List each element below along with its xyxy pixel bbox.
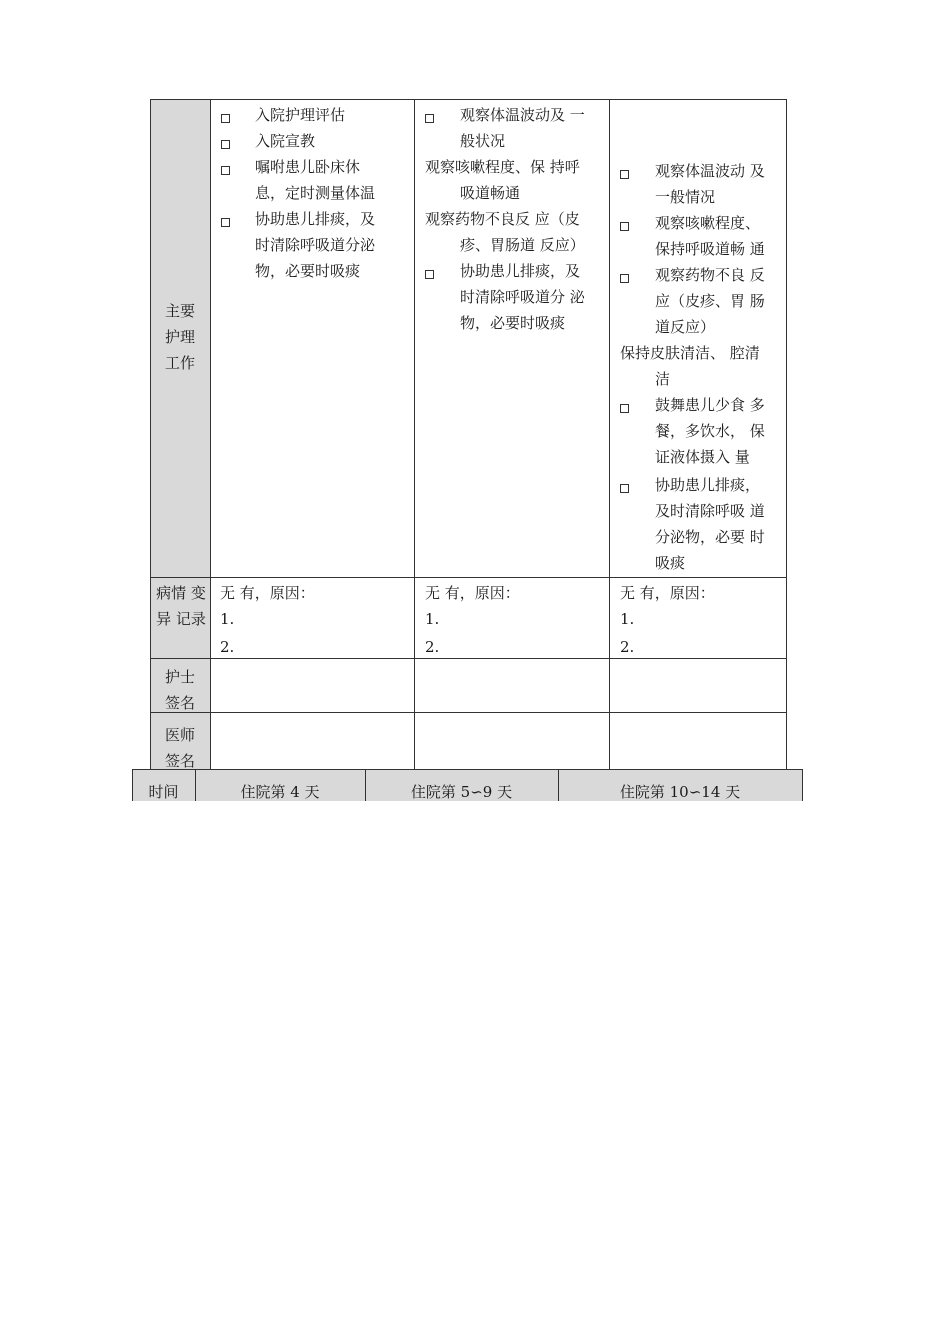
variation-line-1: 1. [425,610,440,628]
list-item-cont: 洁 [655,370,671,388]
list-item-cont: 时清除呼吸道分泌 [255,236,376,254]
list-item: 观察体温波动及 一 [460,106,585,124]
list-item-cont: 吸痰 [655,554,686,572]
list-item-cont: 疹、胃肠道 反应） [460,236,585,254]
list-item-cont: 息，定时测量体温 [255,184,376,202]
variation-line-1: 1. [620,610,635,628]
checkbox-icon[interactable] [425,114,434,123]
checkbox-icon[interactable] [425,270,434,279]
list-item-cont: 一般情况 [655,188,716,206]
list-item-cont: 道反应） [655,318,716,336]
list-item: 观察咳嗽程度、 [655,214,761,232]
label-doctor-sign: 医师 签名 [164,726,195,769]
variation-option[interactable]: 无 有，原因： [425,584,520,602]
list-item: 入院宣教 [255,132,316,150]
row-divider [132,769,803,770]
checkbox-icon[interactable] [221,166,230,175]
checkbox-icon[interactable] [221,218,230,227]
list-item: 鼓舞患儿少食 多 [655,396,765,414]
variation-line-1: 1. [220,610,235,628]
list-item: 保持皮肤清洁、 腔清 [620,344,760,362]
list-item: 协助患儿排痰， [655,476,761,494]
list-item-cont: 保持呼吸道畅 通 [655,240,765,258]
nurse-sign-cell[interactable] [211,659,786,712]
list-item-cont: 时清除呼吸道分 泌 [460,288,585,306]
variation-line-2: 2. [220,638,235,656]
variation-option[interactable]: 无 有，原因： [620,584,715,602]
row-divider [150,577,787,578]
variation-line-2: 2. [620,638,635,656]
list-item: 观察药物不良 反 [655,266,765,284]
list-item-cont: 证液体摄入 量 [655,448,750,466]
label-nurse-sign: 护士 签名 [164,668,195,712]
header-right-border [802,769,803,801]
label-variation: 病情 变 异 记录 [156,584,206,628]
checkbox-icon[interactable] [620,222,629,231]
list-item-cont: 吸道畅通 [460,184,521,202]
checkbox-icon[interactable] [620,404,629,413]
list-item: 协助患儿排痰，及 [460,262,581,280]
checkbox-icon[interactable] [620,484,629,493]
header-day-4: 住院第 4 天 [240,783,320,801]
list-item-cont: 及时清除呼吸 道 [655,502,765,520]
list-item-cont: 应（皮疹、胃 肠 [655,292,765,310]
list-item: 协助患儿排痰，及 [255,210,376,228]
checkbox-icon[interactable] [221,140,230,149]
checkbox-icon[interactable] [620,274,629,283]
list-item-cont: 物，必要时吸痰 [460,314,566,332]
list-item-cont: 般状况 [460,132,506,150]
checkbox-icon[interactable] [620,170,629,179]
variation-line-2: 2. [425,638,440,656]
list-item: 入院护理评估 [255,106,346,124]
list-item: 嘱咐患儿卧床休 [255,158,361,176]
table-right-border [786,99,787,770]
header-time: 时间 [148,783,179,801]
list-item-cont: 餐，多饮水， 保 [655,422,765,440]
checkbox-icon[interactable] [221,114,230,123]
doctor-sign-cell[interactable] [211,713,786,769]
header-day-10-14: 住院第 10∽14 天 [619,783,741,801]
label-main-work: 主要 护理 工作 [164,302,195,372]
list-item-cont: 物，必要时吸痰 [255,262,361,280]
list-item: 观察咳嗽程度、保 持呼 [425,158,580,176]
table-top-border [150,99,787,100]
list-item-cont: 分泌物，必要 时 [655,528,765,546]
header-day-5-9: 住院第 5∽9 天 [410,783,513,801]
list-item: 观察药物不良反 应（皮 [425,210,580,228]
list-item: 观察体温波动 及 [655,162,765,180]
variation-option[interactable]: 无 有，原因： [220,584,315,602]
